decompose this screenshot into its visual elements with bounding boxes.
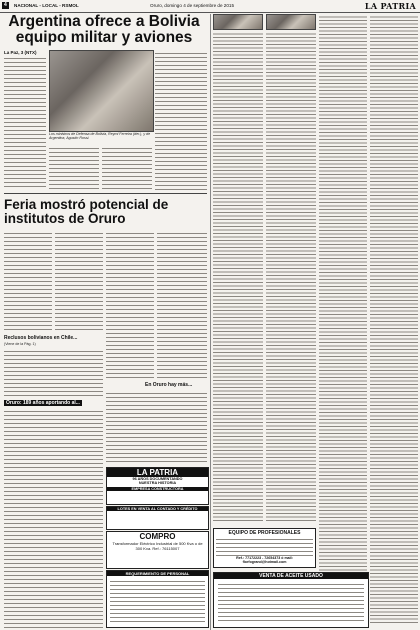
ad-line1: 96 AÑOS DOCUMENTANDO [132,477,183,481]
classifieds-col4 [370,14,418,626]
article1-body-text-3 [102,145,152,190]
article1-headline: Argentina ofrece a Bolivia equipo militar y aviones [8,13,200,46]
article1-subhead-oruro: Oruro: 189 años aportando al... [6,400,80,406]
article1-subhead-chile: Reclusos bolivianos en Chile... [4,335,78,341]
page-header [0,0,420,13]
article1-body-text-4 [155,50,207,190]
classifieds-col3 [319,14,367,626]
article1-caption: Los ministros de Defensa de Bolivia, Reymi Ferreira (der.), y de Argentina, Agustín Rossi. [49,132,151,141]
continuation-note: (Viene de la Pág. 1) [4,342,36,346]
classified-text-3 [319,14,367,624]
compro-title: COMPRO [139,532,176,541]
classified-logo-2 [266,14,316,30]
article2-subhead: En Oruro hay más... [145,382,193,388]
lotes-ad [106,506,209,530]
equipo-contact: Ref.: 77172223 - 72654373 ó mail: florfogrand@hotmail.com [236,556,293,564]
oruro-body-text [4,408,103,630]
article2-headline: Feria mostró potencial de institutos de Oruro [4,197,169,226]
equipo-text [216,536,313,556]
compro-ad [106,531,209,569]
more-body-text [106,390,207,462]
lotes-title: LOTES EN VENTA AL CONTADO Y CRÉDITO [107,507,208,511]
classified-text-2 [266,31,316,521]
ad-line2: NUESTRA HISTORIA [138,481,177,485]
classifieds-col1 [213,14,263,524]
equipo-ad [213,528,316,568]
article1-kicker: La Paz, 3 (NTX) [4,50,37,55]
requirement-ad [106,570,209,628]
divider [4,193,207,194]
section-label: NACIONAL - LOCAL - RSMOL [14,3,79,8]
issue-date: Oruro, domingo 4 de septiembre de 2015 [150,3,235,8]
venta-title: VENTA DE ACEITE USADO [214,573,368,579]
classified-text-1 [213,31,263,521]
ad-empresa: EMPRESA CONSTRUCTORA [107,487,208,491]
compro-text: Transformador Eléctrico Industrial de 500 Kva o de 300 Kva. Ref.: 76115007 [112,541,203,551]
page-number: 4 [4,2,7,8]
requirement-text [110,578,205,622]
article1-photo [49,50,154,132]
article2-body-text-3 [106,230,154,378]
venta-ad [213,572,369,628]
column-divider [210,14,211,630]
classifieds-col2 [266,14,316,524]
requirement-title: REQUERIMIENTO DE PERSONAL [107,571,208,576]
masthead-brand: LA PATRIA [364,1,416,11]
article1-body-text-2 [49,145,99,190]
article2-body-text-1 [4,230,52,330]
classified-text-4 [370,14,418,624]
equipo-title: EQUIPO DE PROFESIONALES [228,530,301,536]
anniversary-ad [106,467,209,505]
classified-logo-1 [213,14,263,30]
article1-col1 [4,50,46,190]
article2-body-text-4 [157,230,207,378]
article1-body-text [4,55,46,187]
chile-body-text [4,348,103,396]
article2-body-text-2 [55,230,103,330]
ad-brand: LA PATRIA [107,468,208,477]
venta-text [218,581,364,623]
